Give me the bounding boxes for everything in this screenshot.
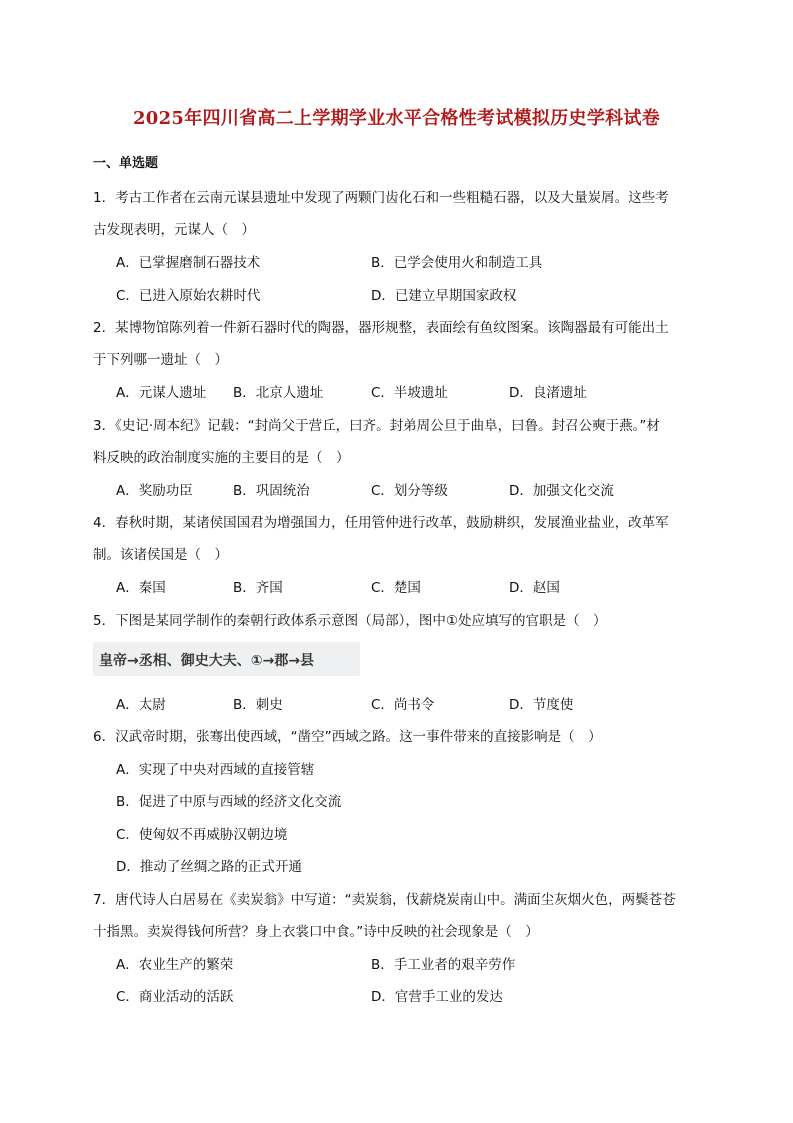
section-heading: 一、单选题 [93, 156, 159, 171]
question-4-option-d: D．赵国 [509, 580, 560, 596]
question-7-option-a: A．农业生产的繁荣 [116, 957, 234, 973]
question-7-option-c: C．商业活动的活跃 [116, 989, 234, 1005]
question-2-line-1: 2．某博物馆陈列着一件新石器时代的陶器，器形规整，表面绘有鱼纹图案。该陶器最有可能出土 [93, 320, 669, 336]
question-1-option-c: C．已进入原始农耕时代 [116, 288, 261, 304]
question-3-option-c: C．划分等级 [371, 483, 448, 499]
question-5-option-a: A．太尉 [116, 697, 166, 713]
question-4-line-1: 4．春秋时期，某诸侯国国君为增强国力，任用管仲进行改革，鼓励耕织，发展渔业盐业，改革军 [93, 515, 669, 531]
question-2-option-b: B．北京人遗址 [233, 385, 324, 401]
question-1-option-d: D．已建立早期国家政权 [371, 288, 517, 304]
question-7-line-2: 十指黑。卖炭得钱何所营？身上衣裳口中食。”诗中反映的社会现象是（ ） [93, 924, 539, 940]
question-1-option-a: A．已掌握磨制石器技术 [116, 255, 261, 271]
question-1-line-2: 古发现表明，元谋人（ ） [93, 222, 255, 238]
question-4-option-c: C．楚国 [371, 580, 421, 596]
question-3-line-1: 3．《史记·周本纪》记载：“封尚父于营丘，曰齐。封弟周公旦于曲阜，曰鲁。封召公奭于燕。”材 [93, 418, 660, 434]
question-5-option-d: D．节度使 [509, 697, 574, 713]
question-1-line-1: 1．考古工作者在云南元谋县遗址中发现了两颗门齿化石和一些粗糙石器，以及大量炭屑。这些考 [93, 190, 669, 206]
administrative-diagram [93, 642, 360, 676]
question-4-option-a: A．秦国 [116, 580, 166, 596]
question-4-option-b: B．齐国 [233, 580, 283, 596]
question-5-line-1: 5．下图是某同学制作的秦朝行政体系示意图（局部），图中①处应填写的官职是（ ） [93, 613, 607, 629]
diagram-text: 皇帝→丞相、御史大夫、①→郡→县 [99, 653, 315, 669]
question-3-line-2: 料反映的政治制度实施的主要目的是（ ） [93, 450, 350, 466]
question-5-option-c: C．尚书令 [371, 697, 435, 713]
exam-title: 2025年四川省高二上学期学业水平合格性考试模拟历史学科试卷 [132, 108, 661, 129]
question-3-option-b: B．巩固统治 [233, 483, 310, 499]
question-6-line-1: 6．汉武帝时期，张骞出使西域，“凿空”西域之路。这一事件带来的直接影响是（ ） [93, 729, 602, 745]
question-7-option-b: B．手工业者的艰辛劳作 [371, 957, 516, 973]
question-1-option-b: B．已学会使用火和制造工具 [371, 255, 543, 271]
question-6-option-d: D．推动了丝绸之路的正式开通 [116, 859, 302, 875]
question-6-option-c: C．使匈奴不再威胁汉朝边境 [116, 827, 288, 843]
question-6-option-b: B．促进了中原与西域的经济文化交流 [116, 794, 342, 810]
question-2-option-c: C．半坡遗址 [371, 385, 448, 401]
question-2-line-2: 于下列哪一遗址（ ） [93, 352, 228, 368]
question-4-line-2: 制。该诸侯国是（ ） [93, 547, 228, 563]
question-7-option-d: D．官营手工业的发达 [371, 989, 503, 1005]
question-3-option-a: A．奖励功臣 [116, 483, 193, 499]
question-2-option-d: D．良渚遗址 [509, 385, 587, 401]
question-3-option-d: D．加强文化交流 [509, 483, 614, 499]
question-5-option-b: B．刺史 [233, 697, 283, 713]
question-6-option-a: A．实现了中央对西域的直接管辖 [116, 762, 315, 778]
question-2-option-a: A．元谋人遗址 [116, 385, 207, 401]
question-7-line-1: 7．唐代诗人白居易在《卖炭翁》中写道：“卖炭翁，伐薪烧炭南山中。满面尘灰烟火色，两鬓苍苍 [93, 892, 676, 908]
